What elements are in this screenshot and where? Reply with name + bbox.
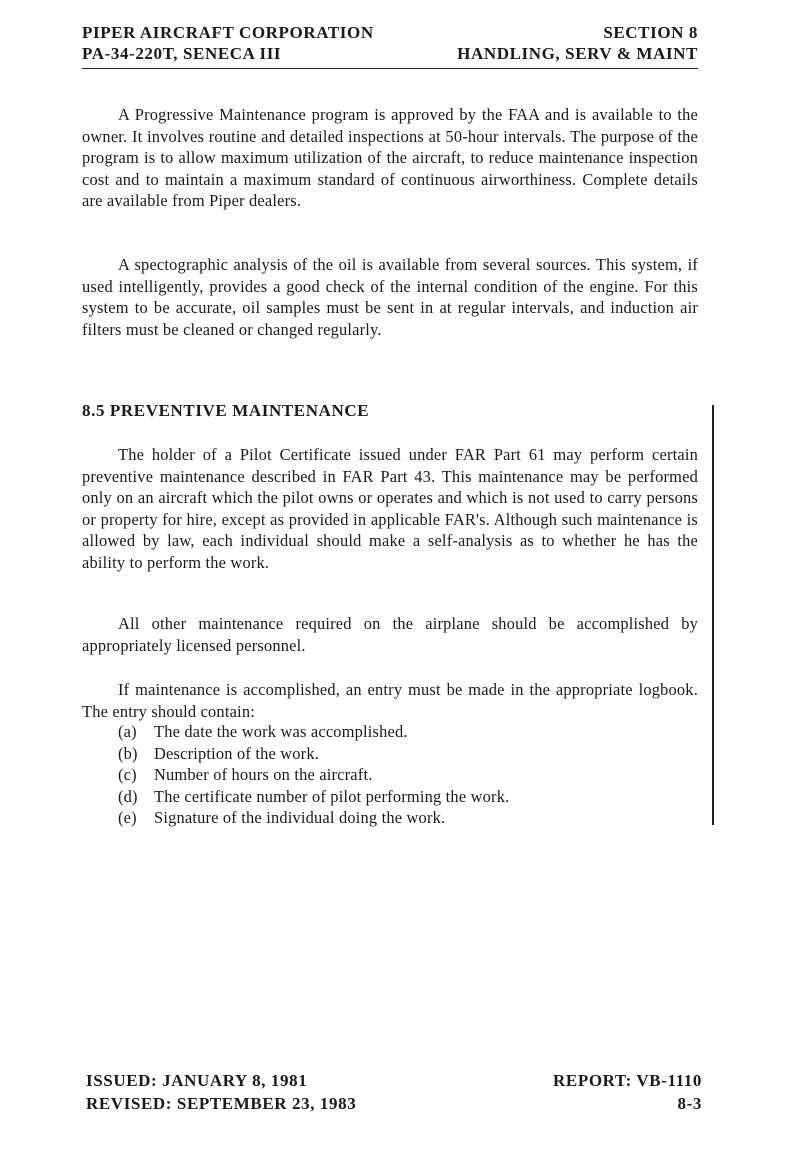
revision-change-bar bbox=[712, 405, 714, 825]
progressive-maintenance-paragraph: A Progressive Maintenance program is approved by the FAA and is available to the owner. It involves routine and detailed inspections at 50-hour intervals. The purpose of the program is to allow maximum utilization of the aircraft, to reduce maintenance inspection cost and to maintain a maximum standard of continuous airworthiness. Complete details are available from Piper dealers. bbox=[82, 105, 698, 210]
list-item-marker: (e) bbox=[118, 808, 137, 827]
page-header bbox=[82, 22, 698, 64]
list-item bbox=[118, 807, 698, 829]
page-footer bbox=[86, 1069, 702, 1115]
header-section: SECTION 8 bbox=[603, 23, 698, 42]
list-item bbox=[118, 764, 698, 786]
list-item-text: Description of the work. bbox=[154, 743, 320, 763]
oil-analysis-paragraph: A spectographic analysis of the oil is available from several sources. This system, if used intelligently, provides a good check of the internal condition of the engine. For this system to be accurate, oil samples must be sent in at regular intervals, and induction air filters must be cleaned or changed regularly. bbox=[82, 255, 698, 339]
list-item-marker: (d) bbox=[118, 786, 138, 806]
list-item-marker: (c) bbox=[118, 765, 137, 784]
footer-issued-date: ISSUED: JANUARY 8, 1981 bbox=[86, 1071, 308, 1090]
header-model: PA-34-220T, SENECA III bbox=[82, 44, 282, 63]
pilot-certificate-paragraph: The holder of a Pilot Certificate issued under FAR Part 61 may perform certain preventive maintenance described in FAR Part 43. This maintenance may be performed only on an aircraft which the pilot owns or operates and which is not used to carry persons or property for hire, except as provided in applicable FAR's. Although such maintenance is allowed by law, each individual should make a self-analysis as to whether he has the ability to perform the work. bbox=[82, 445, 698, 572]
page-number: 8-3 bbox=[677, 1094, 702, 1113]
logbook-entry-paragraph: If maintenance is accomplished, an entry must be made in the appropriate logbook. The entry should contain: bbox=[82, 680, 698, 721]
header-divider bbox=[82, 68, 698, 69]
logbook-entry-list bbox=[118, 721, 698, 829]
footer-revised-date: REVISED: SEPTEMBER 23, 1983 bbox=[86, 1094, 357, 1113]
list-item bbox=[118, 721, 698, 743]
list-item bbox=[118, 743, 698, 765]
licensed-personnel-paragraph: All other maintenance required on the airplane should be accomplished by appropriately licensed personnel. bbox=[82, 614, 698, 655]
list-item-marker: (b) bbox=[118, 743, 138, 763]
list-item-text: Number of hours on the aircraft. bbox=[154, 765, 373, 784]
list-item bbox=[118, 786, 698, 808]
list-item-text: The certificate number of pilot performing the work. bbox=[154, 786, 510, 806]
list-item-text: Signature of the individual doing the work. bbox=[154, 808, 446, 827]
section-heading: 8.5 PREVENTIVE MAINTENANCE bbox=[82, 401, 370, 420]
footer-report-number: REPORT: VB-1110 bbox=[553, 1071, 702, 1090]
list-item-marker: (a) bbox=[118, 722, 137, 741]
header-company: PIPER AIRCRAFT CORPORATION bbox=[82, 23, 374, 42]
header-section-title: HANDLING, SERV & MAINT bbox=[457, 44, 698, 63]
list-item-text: The date the work was accomplished. bbox=[154, 722, 408, 741]
